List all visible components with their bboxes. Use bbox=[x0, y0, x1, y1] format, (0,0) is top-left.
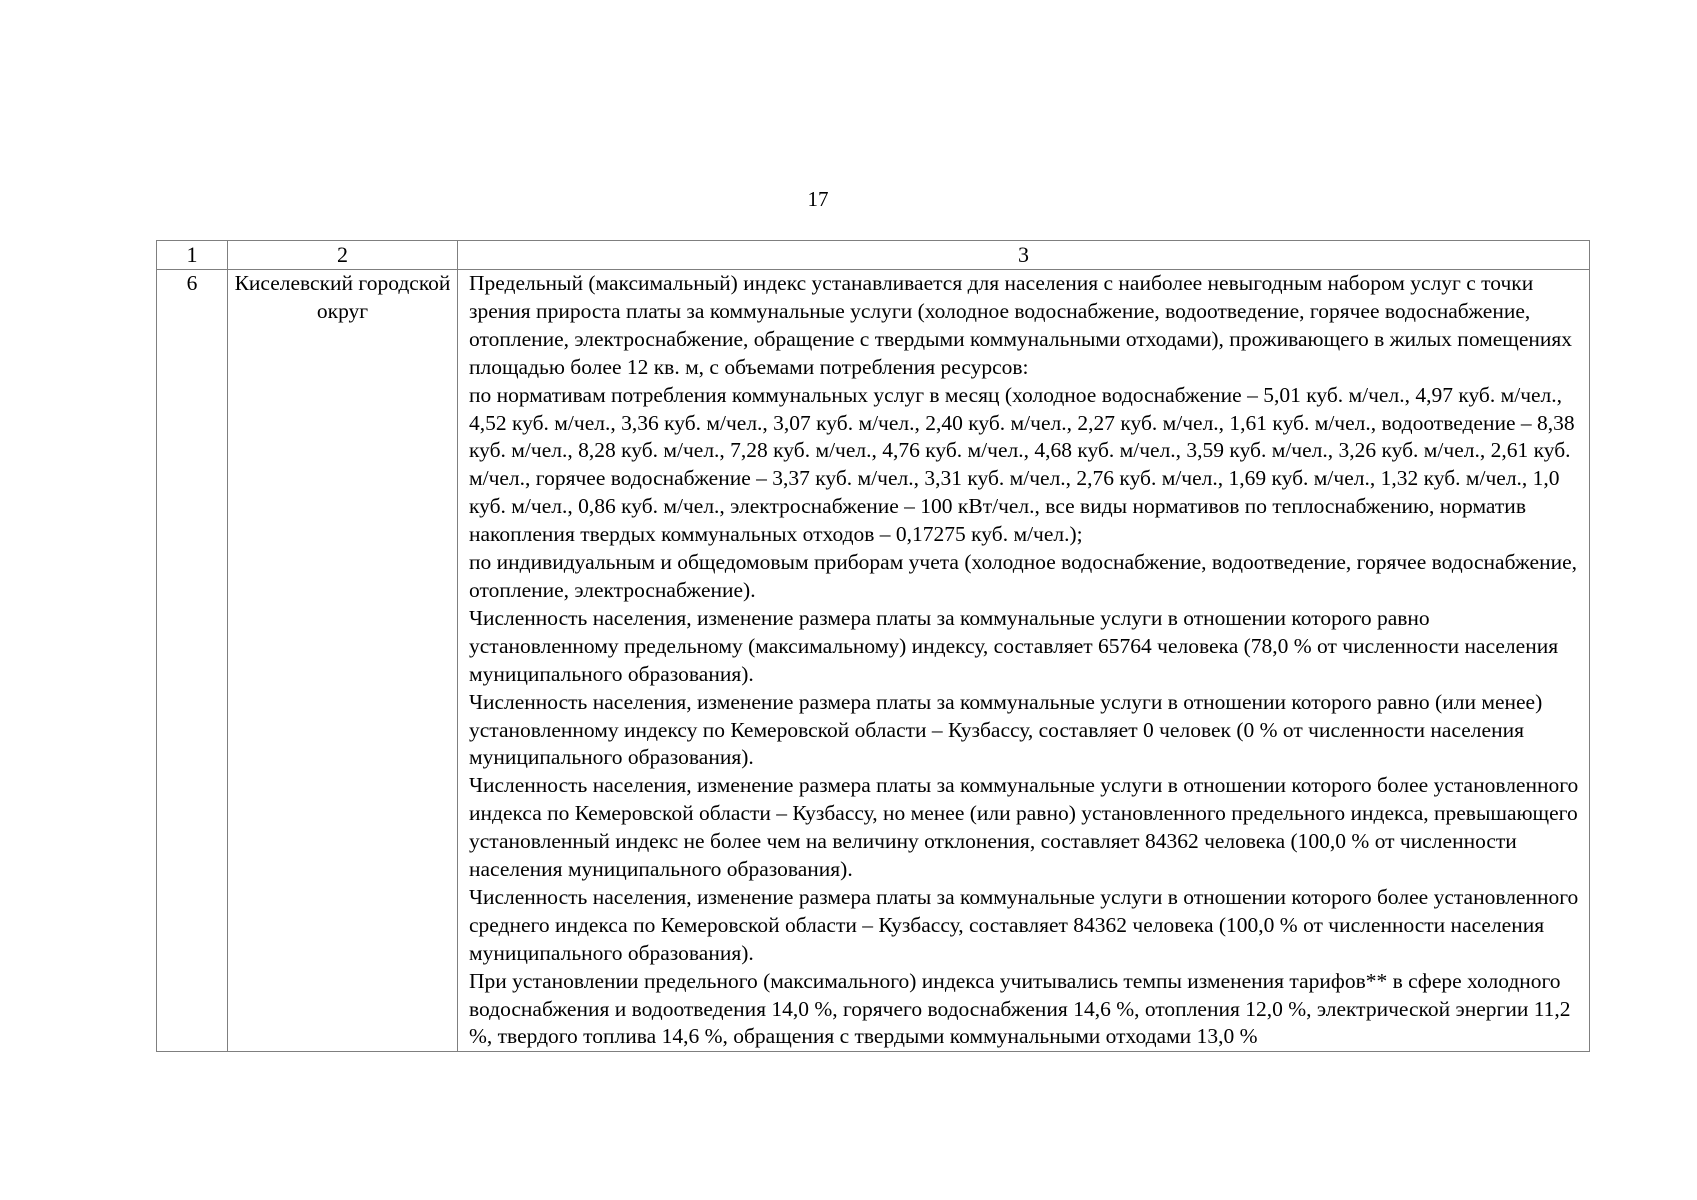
table-row bbox=[157, 270, 1590, 1052]
municipality-name-cell: Киселевский городской округ bbox=[228, 270, 458, 1052]
header-col-1: 1 bbox=[157, 241, 228, 270]
header-col-3: 3 bbox=[458, 241, 1590, 270]
paragraph-population-equal-regional: Численность населения, изменение размера платы за коммунальные услуги в отношении которого равно (или менее) установленному индексу по Кемеровской области – Кузбассу, составляет 0 человек (0 % от численности населения муниципального образования). bbox=[469, 689, 1543, 770]
paragraph-population-above-regional: Численность населения, изменение размера платы за коммунальные услуги в отношении которого более установленного индекса по Кемеровской области – Кузбассу, но менее (или равно) установленного предельного индекса, превышающего установленный индекс не более чем на величину отклонения, составляет 84362 человека (100,0 % от численности населения муниципального образования). bbox=[469, 773, 1579, 882]
table-body bbox=[157, 270, 1590, 1052]
paragraph-tariff-rates: При установлении предельного (максимального) индекса учитывались темпы изменения тарифов** в сфере холодного водоснабжения и водоотведения 14,0 %, горячего водоснабжения 14,6 %, отопления 12,0 %, электрической энергии 11,2 %, твердого топлива 14,6 %, обращения с твердыми коммунальными отходами 13,0 % bbox=[469, 968, 1571, 1049]
description-cell bbox=[458, 270, 1590, 1052]
paragraph-metering-devices: по индивидуальным и общедомовым приборам учета (холодное водоснабжение, водоотведение, горячее водоснабжение, отопление, электроснабжение). bbox=[469, 550, 1578, 602]
header-col-2: 2 bbox=[228, 241, 458, 270]
paragraph-consumption-norms: по нормативам потребления коммунальных услуг в месяц (холодное водоснабжение – 5,01 куб. м/чел., 4,97 куб. м/чел., 4,52 куб. м/чел., 3,36 куб. м/чел., 3,07 куб. м/чел., 2,40 куб. м/чел., 2,27 куб. м/чел., 1,61 куб. м/чел., водоотведение – 8,38 куб. м/чел., 8,28 куб. м/чел., 7,28 куб. м/чел., 4,76 куб. м/чел., 4,68 куб. м/чел., 3,59 куб. м/чел., 3,26 куб. м/чел., 2,61 куб. м/чел., горячее водоснабжение – 3,37 куб. м/чел., 3,31 куб. м/чел., 2,76 куб. м/чел., 1,69 куб. м/чел., 1,32 куб. м/чел., 1,0 куб. м/чел., 0,86 куб. м/чел., электроснабжение – 100 кВт/чел., все виды нормативов по теплоснабжению, норматив накопления твердых коммунальных отходов – 0,17275 куб. м/чел.); bbox=[469, 382, 1575, 547]
paragraph-population-above-average: Численность населения, изменение размера платы за коммунальные услуги в отношении которого более установленного среднего индекса по Кемеровской области – Кузбассу, составляет 84362 человека (100,0 % от численности населения муниципального образования). bbox=[469, 884, 1579, 965]
row-number-cell: 6 bbox=[157, 270, 228, 1052]
page-number: 17 bbox=[807, 187, 829, 211]
paragraph-max-index-definition: Предельный (максимальный) индекс устанавливается для населения с наиболее невыгодным набором услуг с точки зрения прироста платы за коммунальные услуги (холодное водоснабжение, водоотведение, горячее водоснабжение, отопление, электроснабжение, обращение с твердыми коммунальными отходами), проживающего в жилых помещениях площадью более 12 кв. м, с объемами потребления ресурсов: bbox=[469, 271, 1573, 379]
tariff-index-table bbox=[156, 240, 1590, 1052]
paragraph-population-equal-max: Численность населения, изменение размера платы за коммунальные услуги в отношении которого равно установленному предельному (максимальному) индексу, составляет 65764 человека (78,0 % от численности населения муниципального образования). bbox=[469, 605, 1559, 686]
table-header bbox=[157, 241, 1590, 270]
header-row bbox=[157, 241, 1590, 270]
